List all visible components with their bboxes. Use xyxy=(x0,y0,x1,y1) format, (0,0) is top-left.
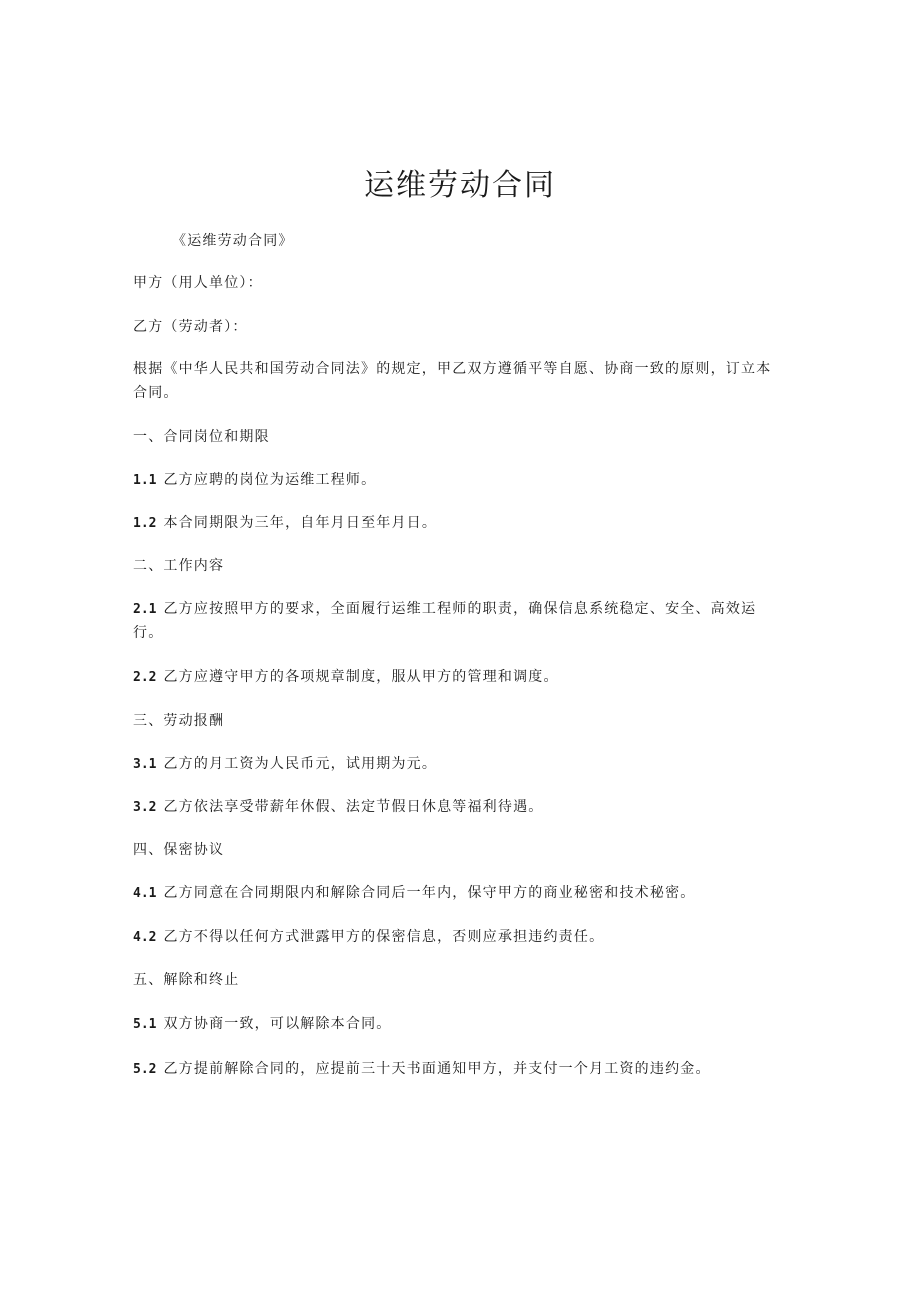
clause-number: 3.1 xyxy=(133,757,157,772)
clause xyxy=(133,511,437,536)
clause-text: 乙方应聘的岗位为运维工程师。 xyxy=(163,472,377,488)
clause xyxy=(133,665,559,690)
section-heading: 五、解除和终止 xyxy=(133,972,240,988)
clause-number: 1.2 xyxy=(133,516,157,531)
clause-text: 乙方应遵守甲方的各项规章制度，服从甲方的管理和调度。 xyxy=(163,669,559,685)
clause-text: 双方协商一致，可以解除本合同。 xyxy=(163,1016,392,1032)
section-heading: 二、工作内容 xyxy=(133,558,225,574)
clause-text: 乙方同意在合同期限内和解除合同后一年内，保守甲方的商业秘密和技术秘密。 xyxy=(163,885,696,901)
clause xyxy=(133,881,695,906)
clause xyxy=(133,1012,391,1037)
party-a-label: 甲方（用人单位）： xyxy=(133,275,263,291)
clause-text: 乙方提前解除合同的，应提前三十天书面通知甲方，并支付一个月工资的违约金。 xyxy=(163,1061,711,1077)
clause-text: 乙方依法享受带薪年休假、法定节假日休息等福利待遇。 xyxy=(163,799,544,815)
clause xyxy=(133,925,604,950)
clause-text: 乙方的月工资为人民币元，试用期为元。 xyxy=(163,756,438,772)
clause xyxy=(133,1057,711,1082)
clause xyxy=(133,597,756,622)
clause-number: 4.2 xyxy=(133,930,157,945)
clause-number: 2.1 xyxy=(133,602,157,617)
clause-number: 4.1 xyxy=(133,886,157,901)
document-subtitle: 《运维劳动合同》 xyxy=(172,233,294,249)
clause-text: 乙方不得以任何方式泄露甲方的保密信息，否则应承担违约责任。 xyxy=(163,929,605,945)
clause-number: 3.2 xyxy=(133,800,157,815)
clause-text: 乙方应按照甲方的要求，全面履行运维工程师的职责，确保信息系统稳定、安全、高效运 xyxy=(163,601,757,617)
clause-number: 2.2 xyxy=(133,670,157,685)
preamble-line-2: 合同。 xyxy=(133,385,179,401)
clause xyxy=(133,468,376,493)
section-heading: 一、合同岗位和期限 xyxy=(133,429,270,445)
section-heading: 四、保密协议 xyxy=(133,842,225,858)
preamble-line-1: 根据《中华人民共和国劳动合同法》的规定，甲乙双方遵循平等自愿、协商一致的原则，订立本 xyxy=(133,361,772,377)
clause-number: 5.1 xyxy=(133,1017,157,1032)
party-b-label: 乙方（劳动者）： xyxy=(133,319,248,335)
page-title: 运维劳动合同 xyxy=(364,168,556,203)
clause-number: 5.2 xyxy=(133,1062,157,1077)
clause xyxy=(133,752,437,777)
clause-text: 本合同期限为三年，自年月日至年月日。 xyxy=(163,515,438,531)
section-heading: 三、劳动报酬 xyxy=(133,713,225,729)
clause-number: 1.1 xyxy=(133,473,157,488)
clause xyxy=(133,795,543,820)
clause-continuation: 行。 xyxy=(133,625,164,641)
